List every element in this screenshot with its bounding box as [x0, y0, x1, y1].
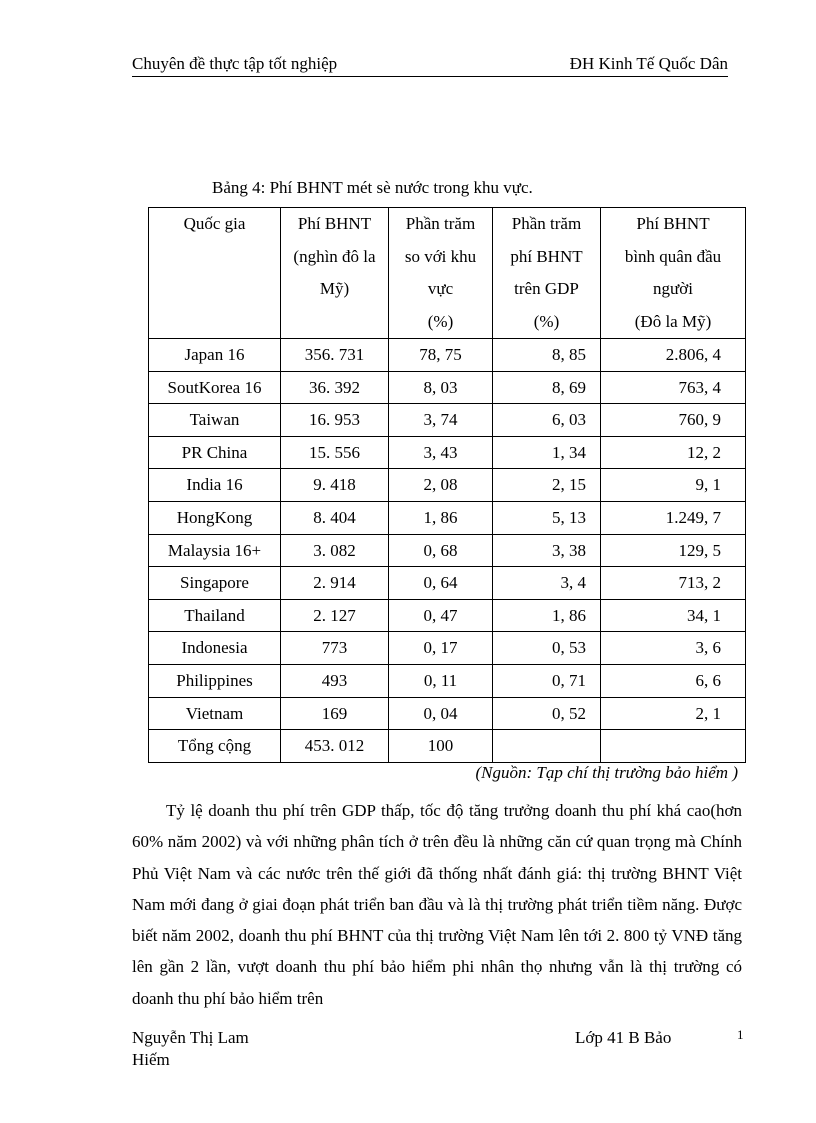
table-cell: Malaysia 16+: [149, 534, 281, 567]
header-line: phí BHNT: [510, 246, 583, 266]
header-line: người: [653, 279, 693, 298]
header-line: so với khu: [404, 246, 477, 266]
table-cell: 453. 012: [281, 730, 389, 763]
table-cell: India 16: [149, 469, 281, 502]
table-cell: HongKong: [149, 501, 281, 534]
page-number: 1: [737, 1027, 744, 1042]
table-cell: 8. 404: [281, 501, 389, 534]
header-line: (%): [427, 311, 454, 331]
table-cell: 1, 34: [493, 436, 601, 469]
table-cell: Vietnam: [149, 697, 281, 730]
table-cell: 3, 38: [493, 534, 601, 567]
table-cell: 2, 08: [389, 469, 493, 502]
table-header-row: [149, 208, 746, 339]
table-cell: 6, 03: [493, 404, 601, 437]
header-country: [149, 208, 281, 339]
table-row: [149, 534, 746, 567]
table-cell: 0, 47: [389, 599, 493, 632]
table-cell: 100: [389, 730, 493, 763]
table-cell: Indonesia: [149, 632, 281, 665]
table-cell: 0, 64: [389, 567, 493, 600]
header-premium: [281, 208, 389, 339]
table-cell: 3, 6: [601, 632, 746, 665]
footer-class: Lớp 41 B Bảo: [575, 1028, 672, 1047]
table-row: [149, 730, 746, 763]
table-cell: 8, 03: [389, 371, 493, 404]
table-cell: 78, 75: [389, 339, 493, 372]
table-cell: 2.806, 4: [601, 339, 746, 372]
table-cell: 356. 731: [281, 339, 389, 372]
table-cell: 0, 11: [389, 664, 493, 697]
footer-author: [132, 1027, 249, 1071]
table-row: [149, 436, 746, 469]
table-cell: 760, 9: [601, 404, 746, 437]
table-cell: Tổng cộng: [149, 730, 281, 763]
table-cell: [493, 730, 601, 763]
table-row: [149, 664, 746, 697]
table-cell: 0, 68: [389, 534, 493, 567]
table-cell: 1, 86: [389, 501, 493, 534]
table-cell: PR China: [149, 436, 281, 469]
table-cell: 0, 17: [389, 632, 493, 665]
table-cell: 0, 71: [493, 664, 601, 697]
table-cell: 773: [281, 632, 389, 665]
table-cell: 36. 392: [281, 371, 389, 404]
table-row: [149, 371, 746, 404]
table-row: [149, 599, 746, 632]
header-line: Phí BHNT: [636, 214, 710, 233]
table-cell: 8, 85: [493, 339, 601, 372]
table-cell: 3, 74: [389, 404, 493, 437]
table-cell: 6, 6: [601, 664, 746, 697]
table-row: [149, 501, 746, 534]
footer-author-line1: Nguyễn Thị Lam: [132, 1028, 249, 1047]
table-row: [149, 404, 746, 437]
table-cell: 169: [281, 697, 389, 730]
table-row: [149, 469, 746, 502]
table-cell: 12, 2: [601, 436, 746, 469]
footer-author-line2: Hiếm: [132, 1050, 170, 1069]
header-left-text: Chuyên đề thực tập tốt nghiệp: [132, 54, 338, 73]
table-cell: 8, 69: [493, 371, 601, 404]
header-line: Phí BHNT: [297, 214, 372, 233]
table-cell: Thailand: [149, 599, 281, 632]
table-cell: 129, 5: [601, 534, 746, 567]
table-row: [149, 632, 746, 665]
table-row: [149, 697, 746, 730]
table-cell: 2, 15: [493, 469, 601, 502]
table-cell: 3, 4: [493, 567, 601, 600]
header-line: Phần trăm: [511, 214, 582, 233]
table-cell: 15. 556: [281, 436, 389, 469]
table-cell: 2. 914: [281, 567, 389, 600]
table-cell: 1.249, 7: [601, 501, 746, 534]
premium-table: [148, 207, 746, 763]
table-body: [149, 339, 746, 763]
table-cell: 2. 127: [281, 599, 389, 632]
header-region-percent: [389, 208, 493, 339]
table-cell: 16. 953: [281, 404, 389, 437]
table-cell: 34, 1: [601, 599, 746, 632]
header-line: (Đô la Mỹ): [634, 311, 712, 331]
table-cell: 0, 04: [389, 697, 493, 730]
header-line: Mỹ): [319, 279, 350, 298]
table-cell: [601, 730, 746, 763]
table-row: [149, 339, 746, 372]
table-cell: 713, 2: [601, 567, 746, 600]
table-cell: 763, 4: [601, 371, 746, 404]
table-cell: 9, 1: [601, 469, 746, 502]
table-cell: Japan 16: [149, 339, 281, 372]
table-cell: 0, 52: [493, 697, 601, 730]
header-right-text: ĐH Kinh Tế Quốc Dân: [569, 54, 728, 73]
table-cell: 3. 082: [281, 534, 389, 567]
header-line: (%): [533, 311, 560, 331]
header-line: Phần trăm: [405, 214, 476, 233]
table-caption: Bảng 4: Phí BHNT mét sè nước trong khu vực.: [212, 178, 533, 197]
table-cell: 3, 43: [389, 436, 493, 469]
source-note: (Nguồn: Tạp chí thị trường bảo hiểm ): [475, 763, 738, 782]
page-header: [132, 52, 728, 77]
header-line: Quốc gia: [183, 214, 246, 233]
table-cell: 1, 86: [493, 599, 601, 632]
table-cell: Singapore: [149, 567, 281, 600]
header-line: trên GDP: [514, 279, 579, 298]
table-cell: SoutKorea 16: [149, 371, 281, 404]
header-gdp-percent: [493, 208, 601, 339]
header-line: vực: [427, 279, 454, 298]
table-row: [149, 567, 746, 600]
body-paragraph: Tỷ lệ doanh thu phí trên GDP thấp, tốc độ tăng trưởng doanh thu phí khá cao(hơn 60% năm 2002) và với những phân tích ở trên đều là những căn cứ quan trọng mà Chính Phủ Việt Nam và các nước trên thế giới đã thống nhất đánh giá: thị trường BHNT Việt Nam mới đang ở giai đoạn phát triển ban đầu và là thị trường phát triển tiềm năng. Được biết năm 2002, doanh thu phí BHNT của thị trường Việt Nam lên tới 2. 800 tỷ VNĐ tăng lên gần 2 lần, vượt doanh thu phí bảo hiểm phi nhân thọ nhưng vẫn là thị trường có doanh thu phí bảo hiểm trên: [132, 801, 742, 1008]
header-per-capita: [601, 208, 746, 339]
table-cell: Taiwan: [149, 404, 281, 437]
table-cell: Philippines: [149, 664, 281, 697]
table-cell: 5, 13: [493, 501, 601, 534]
table-cell: 493: [281, 664, 389, 697]
table-cell: 9. 418: [281, 469, 389, 502]
header-line: (nghìn đô la: [293, 246, 376, 266]
table-cell: 0, 53: [493, 632, 601, 665]
table-cell: 2, 1: [601, 697, 746, 730]
header-line: bình quân đầu: [624, 246, 722, 266]
